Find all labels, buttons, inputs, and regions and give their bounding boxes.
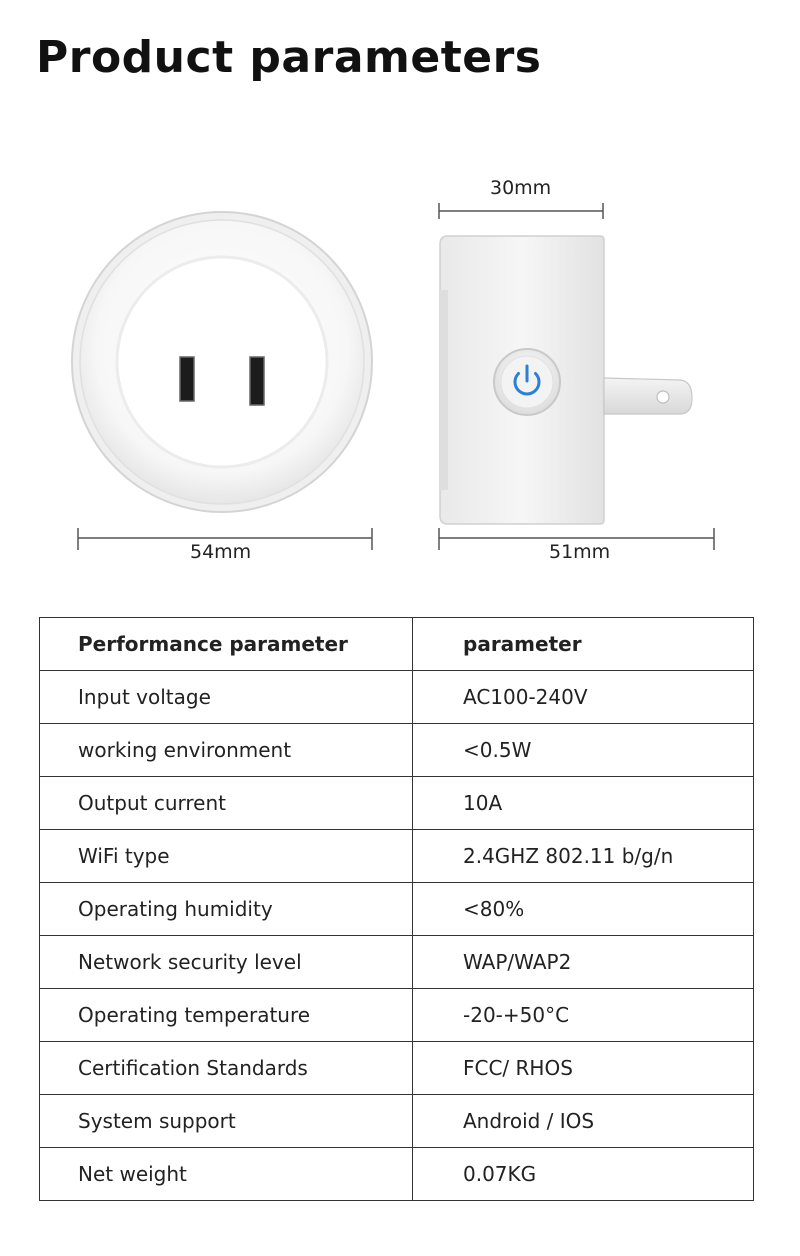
row-label: working environment: [40, 724, 413, 777]
table-row: [40, 724, 754, 777]
row-value: 0.07KG: [413, 1148, 754, 1201]
row-value: 10A: [413, 777, 754, 830]
socket-slot-right: [250, 357, 264, 405]
row-label: Certification Standards: [40, 1042, 413, 1095]
row-value: <80%: [413, 883, 754, 936]
product-diagram: [0, 0, 800, 600]
socket-slot-left: [180, 357, 194, 401]
row-label: System support: [40, 1095, 413, 1148]
row-value: AC100-240V: [413, 671, 754, 724]
row-value: 2.4GHZ 802.11 b/g/n: [413, 830, 754, 883]
table-row: [40, 671, 754, 724]
row-label: Operating humidity: [40, 883, 413, 936]
table-row: [40, 830, 754, 883]
table-header-row: [40, 618, 754, 671]
table-row: [40, 1042, 754, 1095]
header-parameter: parameter: [413, 618, 754, 671]
table-row: [40, 989, 754, 1042]
row-value: <0.5W: [413, 724, 754, 777]
side-view: [440, 236, 692, 524]
row-value: -20-+50°C: [413, 989, 754, 1042]
header-performance-parameter: Performance parameter: [40, 618, 413, 671]
front-view: [72, 212, 372, 512]
row-value: Android / IOS: [413, 1095, 754, 1148]
dimension-top-width: 30mm: [490, 177, 552, 199]
row-label: Network security level: [40, 936, 413, 989]
row-value: WAP/WAP2: [413, 936, 754, 989]
table-row: [40, 1095, 754, 1148]
parameters-table: [39, 617, 754, 1201]
row-label: Operating temperature: [40, 989, 413, 1042]
row-value: FCC/ RHOS: [413, 1042, 754, 1095]
dimension-front-width: 54mm: [190, 541, 252, 563]
page-title: Product parameters: [36, 32, 542, 83]
row-label: Input voltage: [40, 671, 413, 724]
table-row: [40, 777, 754, 830]
row-label: Net weight: [40, 1148, 413, 1201]
row-label: WiFi type: [40, 830, 413, 883]
dimension-side-depth: 51mm: [549, 541, 611, 563]
row-label: Output current: [40, 777, 413, 830]
power-button-icon: [494, 349, 560, 415]
table-row: [40, 936, 754, 989]
table-row: [40, 883, 754, 936]
table-row: [40, 1148, 754, 1201]
